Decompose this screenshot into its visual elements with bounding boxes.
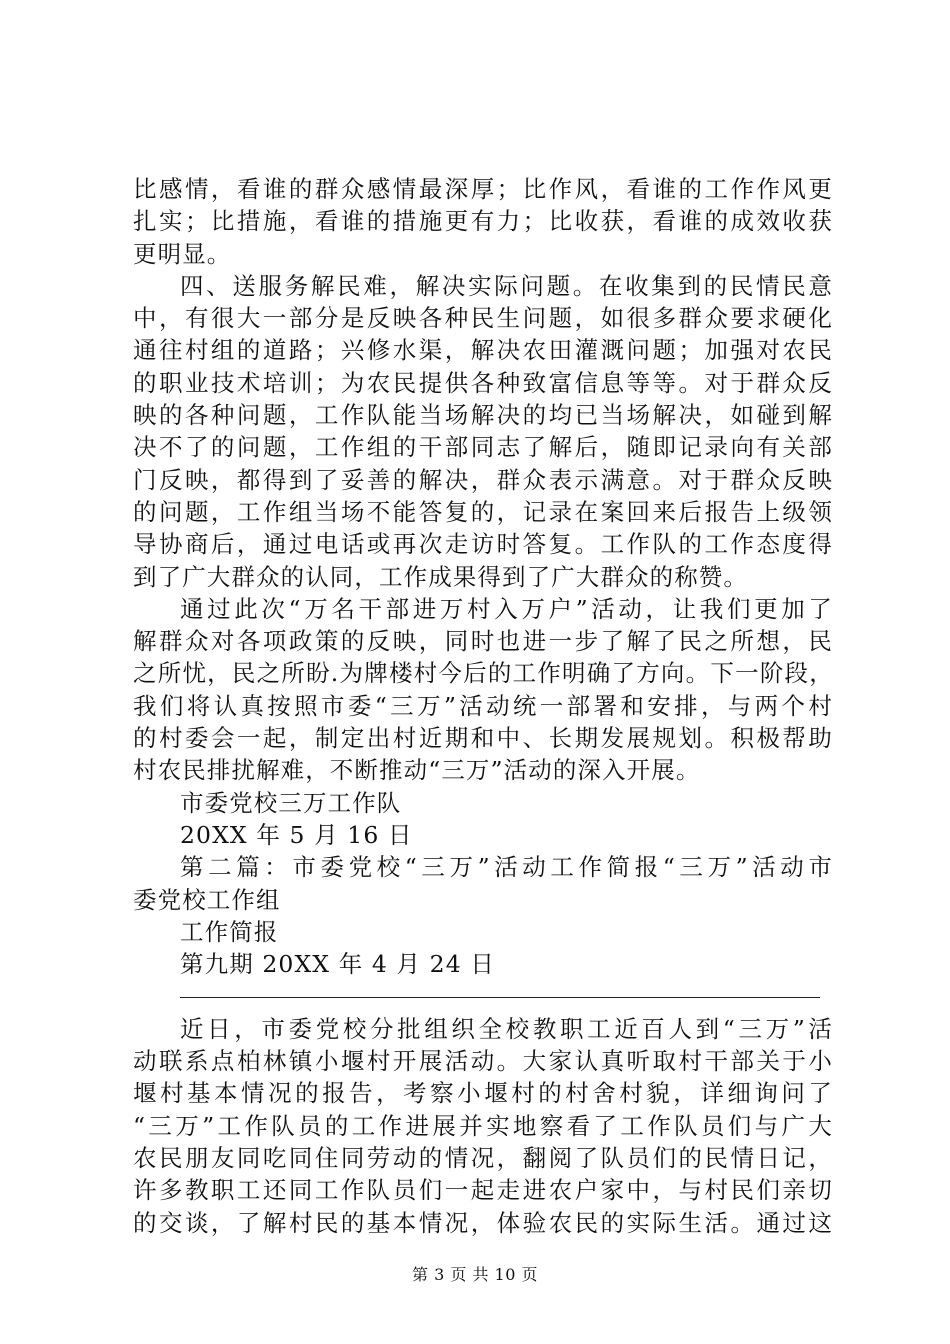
text-line: 之所忧，民之所盼.为牌楼村今后的工作明确了方向。下一阶段， (133, 659, 833, 688)
issue-line: 第九期 20XX 年 4 月 24 日 (180, 950, 495, 979)
section-heading-line: 委党校工作组 (133, 885, 281, 914)
text-line: 的问题，工作组当场不能答复的，记录在案回来后报告上级领 (133, 497, 833, 526)
text-line: “三万”工作队员的工作进展并实地察看了工作队员们与广大 (133, 1111, 833, 1140)
text-line: 门反映，都得到了妥善的解决，群众表示满意。对于群众反映 (133, 465, 833, 494)
separator-rule (133, 980, 833, 1012)
text-line: 的村委会一起，制定出村近期和中、长期发展规划。积极帮助 (133, 724, 833, 753)
text-line: 导协商后，通过电话或再次走访时答复。工作队的工作态度得 (133, 530, 833, 559)
text-line: 中，有很大一部分是反映各种民生问题，如很多群众要求硬化 (133, 304, 833, 333)
text-line: 映的各种问题，工作队能当场解决的均已当场解决，如碰到解 (133, 401, 833, 430)
text-line: 决不了的问题，工作组的干部同志了解后，随即记录向有关部 (133, 433, 833, 462)
text-line: 的职业技术培训；为农民提供各种致富信息等等。对于群众反 (133, 368, 833, 397)
paragraph-start-line: 四、送服务解民难，解决实际问题。在收集到的民情民意 (180, 271, 833, 300)
text-line: 动联系点柏林镇小堰村开展活动。大家认真听取村干部关于小 (133, 1047, 833, 1076)
section-heading-line: 第二篇：市委党校“三万”活动工作简报“三万”活动市 (180, 853, 833, 882)
paragraph-start-line: 通过此次“万名干部进万村入万户”活动，让我们更加了 (180, 594, 833, 623)
text-line: 更明显。 (133, 239, 232, 268)
text-line: 堰村基本情况的报告，考察小堰村的村舍村貌，详细询问了 (133, 1079, 833, 1108)
text-line: 我们将认真按照市委“三万”活动统一部署和安排，与两个村 (133, 691, 833, 720)
text-line: 许多教职工还同工作队员们一起走进农户家中，与村民们亲切 (133, 1176, 833, 1205)
bulletin-title: 工作简报 (180, 917, 279, 946)
body-text (133, 173, 833, 1239)
date-line: 20XX 年 5 月 16 日 (180, 820, 413, 849)
signature-line: 市委党校三万工作队 (180, 788, 402, 817)
text-line: 到了广大群众的认同，工作成果得到了广大群众的称赞。 (133, 562, 748, 591)
paragraph-start-line: 近日，市委党校分批组织全校教职工近百人到“三万”活 (180, 1014, 833, 1043)
text-line: 农民朋友同吃同住同劳动的情况，翻阅了队员们的民情日记， (133, 1143, 833, 1172)
text-line: 比感情，看谁的群众感情最深厚；比作风，看谁的工作作风更 (133, 175, 833, 203)
text-line: 的交谈，了解村民的基本情况，体验农民的实际生活。通过这 (133, 1208, 833, 1237)
page-number-footer: 第 3 页 共 10 页 (412, 1265, 538, 1284)
horizontal-rule (180, 997, 820, 998)
text-line: 通往村组的道路；兴修水渠，解决农田灌溉问题；加强对农民 (133, 336, 833, 365)
text-line: 解群众对各项政策的反映，同时也进一步了解了民之所想，民 (133, 627, 833, 656)
text-line: 扎实；比措施，看谁的措施更有力；比收获，看谁的成效收获 (133, 207, 833, 236)
text-line: 村农民排扰解难，不断推动“三万”活动的深入开展。 (133, 756, 701, 785)
